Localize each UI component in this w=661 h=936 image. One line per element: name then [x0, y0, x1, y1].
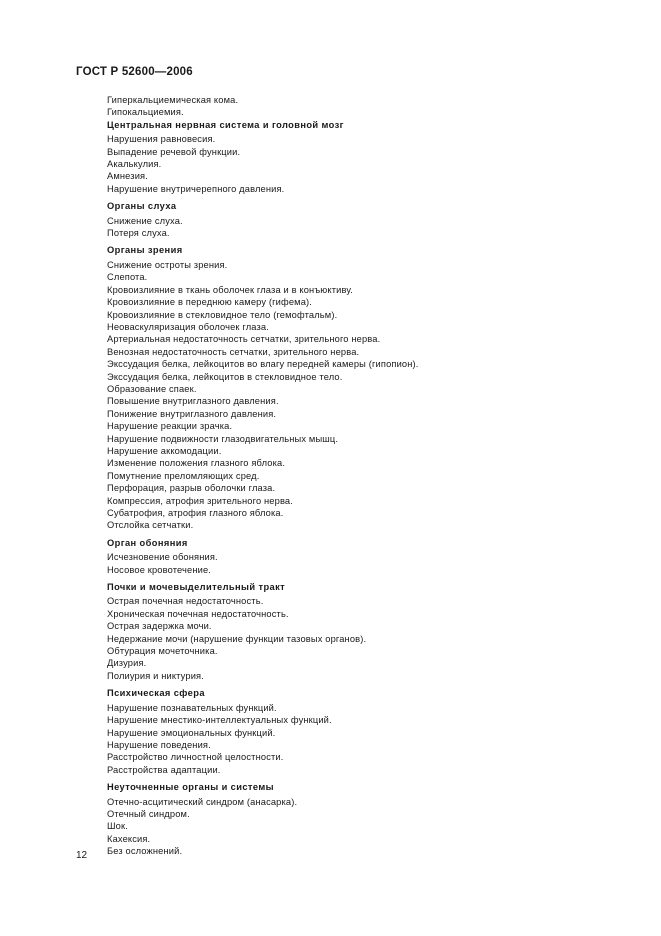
section — [107, 781, 627, 857]
list-item: Компрессия, атрофия зрительного нерва. — [107, 495, 293, 506]
list-item: Нарушения равновесия. — [107, 134, 216, 145]
list-item: Нарушение аккомодации. — [107, 445, 222, 456]
list-item: Нарушение подвижности глазодвигательных мышц. — [107, 433, 339, 444]
list-item: Нарушение внутричерепного давления. — [107, 183, 285, 194]
list-item: Перфорация, разрыв оболочки глаза. — [107, 483, 276, 494]
list-item: Акалькулия. — [107, 159, 162, 170]
list-item: Слепота. — [107, 272, 148, 283]
list-item: Понижение внутриглазного давления. — [107, 408, 277, 419]
list-item: Артериальная недостаточность сетчатки, зрительного нерва. — [107, 334, 381, 345]
page-number: 12 — [76, 850, 88, 861]
section — [107, 581, 627, 682]
section — [107, 119, 627, 195]
list-item: Кровоизлияние в переднюю камеру (гифема). — [107, 297, 312, 308]
section-heading: Органы зрения — [107, 245, 183, 256]
list-item: Носовое кровотечение. — [107, 564, 212, 575]
section-heading: Органы слуха — [107, 201, 177, 212]
page-header-standard-title: ГОСТ Р 52600—2006 — [76, 66, 193, 78]
section-heading: Почки и мочевыделительный тракт — [107, 582, 286, 593]
list-item: Кровоизлияние в стекловидное тело (гемофтальм). — [107, 309, 338, 320]
list-item: Нарушение мнестико-интеллектуальных функций. — [107, 715, 332, 726]
list-item: Кровоизлияние в ткань оболочек глаза и в конъюктиву. — [107, 284, 353, 295]
list-item: Отечный синдром. — [107, 808, 190, 819]
list-item: Потеря слуха. — [107, 228, 170, 239]
list-item: Амнезия. — [107, 171, 148, 182]
list-item: Нарушение реакции зрачка. — [107, 421, 233, 432]
list-item: Гипокальциемия. — [107, 107, 184, 118]
list-item: Выпадение речевой функции. — [107, 146, 241, 157]
page-content — [107, 94, 627, 858]
list-item: Снижение слуха. — [107, 215, 183, 226]
section-heading: Орган обоняния — [107, 537, 188, 548]
list-item: Нарушение познавательных функций. — [107, 702, 277, 713]
list-item: Экссудация белка, лейкоцитов во влагу передней камеры (гипопион). — [107, 359, 419, 370]
list-item: Снижение остроты зрения. — [107, 259, 228, 270]
list-item: Кахексия. — [107, 833, 151, 844]
list-item: Отечно-асцитический синдром (анасарка). — [107, 796, 298, 807]
list-item: Расстройство личностной целостности. — [107, 752, 284, 763]
list-item: Полиурия и никтурия. — [107, 670, 204, 681]
list-item: Недержание мочи (нарушение функции тазовых органов). — [107, 633, 367, 644]
section-heading: Психическая сфера — [107, 688, 205, 699]
list-item: Изменение положения глазного яблока. — [107, 458, 286, 469]
list-item: Дизурия. — [107, 658, 147, 669]
section — [107, 687, 627, 776]
list-item: Нарушение эмоциональных функций. — [107, 727, 276, 738]
list-item: Венозная недостаточность сетчатки, зрительного нерва. — [107, 346, 360, 357]
list-item: Острая задержка мочи. — [107, 621, 212, 632]
sections-container — [107, 119, 627, 858]
list-item: Хроническая почечная недостаточность. — [107, 608, 289, 619]
list-item: Субатрофия, атрофия глазного яблока. — [107, 508, 284, 518]
list-item: Повышение внутриглазного давления. — [107, 396, 279, 407]
section-heading: Центральная нервная система и головной мозг — [107, 119, 344, 130]
list-item: Острая почечная недостаточность. — [107, 596, 264, 607]
list-item: Обтурация мочеточника. — [107, 646, 218, 657]
section — [107, 244, 627, 531]
list-item: Расстройства адаптации. — [107, 764, 221, 775]
list-item: Гиперкальциемическая кома. — [107, 95, 239, 105]
list-item: Нарушение поведения. — [107, 739, 211, 750]
section — [107, 537, 627, 576]
section-heading: Неуточненные органы и системы — [107, 782, 274, 793]
list-item: Шок. — [107, 821, 128, 832]
list-item: Исчезновение обоняния. — [107, 552, 218, 563]
list-item: Без осложнений. — [107, 846, 183, 857]
list-item: Отслойка сетчатки. — [107, 520, 194, 531]
section — [107, 200, 627, 239]
list-item: Помутнение преломляющих сред. — [107, 470, 260, 481]
list-item: Образование спаек. — [107, 383, 197, 394]
list-item: Экссудация белка, лейкоцитов в стекловидное тело. — [107, 371, 343, 382]
list-item: Неоваскуляризация оболочек глаза. — [107, 321, 269, 332]
intro-lines — [107, 94, 627, 119]
